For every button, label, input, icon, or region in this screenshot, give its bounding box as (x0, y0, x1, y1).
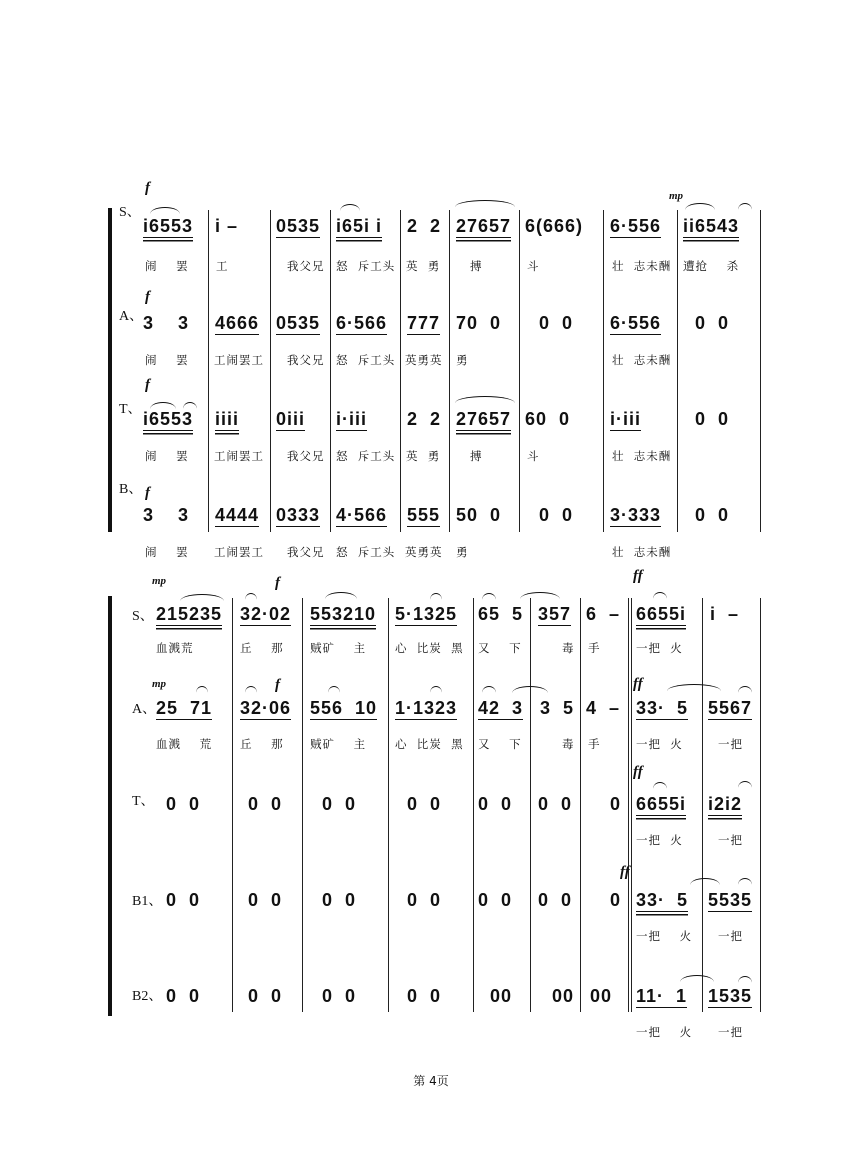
lyric: 怒 斥工头 (336, 545, 396, 559)
measure-notes: 215235 (156, 604, 223, 624)
barline (388, 598, 389, 1012)
slur (245, 686, 257, 693)
lyric: 一把 (718, 833, 743, 847)
lyric: 斗 (527, 449, 540, 463)
measure-notes: 3 3 (143, 313, 190, 333)
lyric: 丘 那 (240, 737, 284, 751)
lyric: 一把 火 (636, 641, 683, 655)
lyric: 毒 (562, 737, 575, 751)
slur (667, 684, 721, 691)
measure-notes: 3·333 (610, 505, 662, 525)
measure-notes: i65i i (336, 216, 383, 236)
measure-notes: 0 0 (538, 794, 573, 814)
voice-label: T、 (132, 794, 155, 809)
measure-notes: 42 3 (478, 698, 524, 718)
lyric: 闹 罢 (145, 545, 189, 559)
measure-notes: 2 2 (407, 216, 442, 236)
measure-notes: 2 2 (407, 409, 442, 429)
lyric: 英勇英 (405, 353, 443, 367)
barline (519, 210, 520, 532)
measure-notes: 0 0 (539, 505, 574, 525)
barline (702, 598, 703, 1012)
barline (400, 210, 401, 532)
dynamic-marking: ff (633, 676, 643, 692)
slur (328, 686, 340, 693)
slur (653, 592, 667, 599)
dynamic-marking: f (275, 575, 280, 591)
lyric: 丘 那 (240, 641, 284, 655)
measure-notes: 0 0 (322, 794, 357, 814)
lyric: 又 下 (478, 737, 522, 751)
lyric: 工闹罢工 (214, 353, 264, 367)
measure-notes: 0 (610, 890, 622, 910)
lyric: 贼矿 主 (310, 737, 367, 751)
slur (340, 204, 360, 211)
slur (150, 207, 180, 214)
page-number: 第 4页 (413, 1074, 449, 1088)
measure-notes: 4 – (586, 698, 621, 718)
measure-notes: 11· 1 (636, 986, 688, 1006)
lyric: 闹 罢 (145, 353, 189, 367)
measure-notes: i6553 (143, 409, 194, 429)
barline (270, 210, 271, 532)
barline (760, 598, 761, 1012)
measure-notes: 357 (538, 604, 572, 624)
barline (603, 210, 604, 532)
barline (330, 210, 331, 532)
lyric: 一把 火 (636, 929, 693, 943)
measure-notes: 1·1323 (395, 698, 458, 718)
barline (530, 598, 531, 1012)
slur (325, 592, 357, 599)
voice-label: A、 (119, 309, 144, 324)
lyric: 怒 斥工头 (336, 259, 396, 273)
slur (653, 782, 667, 789)
lyric: 又 下 (478, 641, 522, 655)
barline (232, 598, 233, 1012)
measure-notes: 0535 (276, 313, 321, 333)
slur (738, 686, 752, 693)
measure-notes: i2i2 (708, 794, 743, 814)
voice-label: T、 (119, 402, 142, 417)
barline (631, 598, 632, 1012)
measure-notes: 32·06 (240, 698, 292, 718)
measure-notes: 27657 (456, 409, 512, 429)
measure-notes: i – (215, 216, 239, 236)
measure-notes: 0535 (276, 216, 321, 236)
dynamic-marking: ff (633, 764, 643, 780)
lyric: 英 勇 (406, 259, 441, 273)
lyric: 工闹罢工 (214, 545, 264, 559)
lyric: 闹 罢 (145, 449, 189, 463)
dynamic-marking: f (145, 180, 150, 196)
measure-notes: 0 0 (322, 890, 357, 910)
slur (245, 593, 257, 600)
dynamic-marking: mp (152, 678, 167, 690)
lyric: 一把 (718, 737, 743, 751)
dynamic-marking: f (145, 485, 150, 501)
barline (628, 598, 629, 1012)
system-bracket (108, 596, 112, 1016)
system-bracket (108, 208, 112, 532)
dynamic-marking: mp (152, 575, 167, 587)
lyric: 心 比炭 黑 (395, 641, 464, 655)
slur (690, 878, 720, 885)
measure-notes: 0iii (276, 409, 306, 429)
measure-notes: i·iii (336, 409, 367, 429)
voice-label: B2、 (132, 989, 163, 1004)
measure-notes: 4444 (215, 505, 260, 525)
lyric: 壮 志未酬 (612, 545, 672, 559)
measure-notes: 0333 (276, 505, 321, 525)
lyric: 壮 志未酬 (612, 353, 672, 367)
measure-notes: 27657 (456, 216, 512, 236)
slur (738, 976, 752, 983)
slur (150, 402, 176, 409)
measure-notes: 32·02 (240, 604, 292, 624)
measure-notes: 3 3 (143, 505, 190, 525)
barline (580, 598, 581, 1012)
barline (760, 210, 761, 532)
lyric: 斗 (527, 259, 540, 273)
measure-notes: 5567 (708, 698, 753, 718)
slur (482, 593, 496, 600)
measure-notes: 0 0 (478, 890, 513, 910)
lyric: 一把 (718, 1025, 743, 1039)
measure-notes: 00 (490, 986, 513, 1006)
lyric: 一把 火 (636, 1025, 693, 1039)
slur (685, 203, 715, 210)
measure-notes: 0 0 (166, 794, 201, 814)
lyric: 工 (216, 259, 229, 273)
lyric: 贼矿 主 (310, 641, 367, 655)
lyric: 英 勇 (406, 449, 441, 463)
lyric: 搏 (470, 259, 483, 273)
lyric: 勇 (456, 545, 469, 559)
measure-notes: 00 (590, 986, 613, 1006)
lyric: 勇 (456, 353, 469, 367)
slur (520, 592, 560, 599)
slur (738, 878, 752, 885)
measure-notes: 0 0 (407, 794, 442, 814)
measure-notes: 33· 5 (636, 698, 689, 718)
slur (430, 593, 442, 600)
measure-notes: 0 0 (695, 313, 730, 333)
lyric: 血溅 荒 (156, 737, 213, 751)
measure-notes: 0 0 (538, 890, 573, 910)
barline (449, 210, 450, 532)
slur (180, 594, 224, 601)
lyric: 血溅荒 (156, 641, 194, 655)
lyric: 遭抢 杀 (683, 259, 740, 273)
voice-label: B1、 (132, 894, 163, 909)
measure-notes: i – (710, 604, 740, 624)
slur (738, 203, 752, 210)
measure-notes: 0 0 (478, 794, 513, 814)
measure-notes: 555 (407, 505, 441, 525)
measure-notes: 6655i (636, 794, 687, 814)
lyric: 一把 (718, 929, 743, 943)
measure-notes: 3 5 (540, 698, 575, 718)
lyric: 毒 (562, 641, 575, 655)
slur (455, 396, 515, 403)
lyric: 英勇英 (405, 545, 443, 559)
measure-notes: 553210 (310, 604, 377, 624)
barline (473, 598, 474, 1012)
measure-notes: 6(666) (525, 216, 584, 236)
measure-notes: ii6543 (683, 216, 740, 236)
slur (430, 686, 442, 693)
dynamic-marking: ff (633, 568, 643, 584)
slur (512, 686, 548, 693)
lyric: 壮 志未酬 (612, 259, 672, 273)
measure-notes: 5535 (708, 890, 753, 910)
lyric: 搏 (470, 449, 483, 463)
measure-notes: iiii (215, 409, 240, 429)
measure-notes: 0 0 (695, 505, 730, 525)
slur (196, 686, 208, 693)
lyric: 闹 罢 (145, 259, 189, 273)
dynamic-marking: f (145, 289, 150, 305)
measure-notes: 0 0 (322, 986, 357, 1006)
measure-notes: 6·566 (336, 313, 388, 333)
voice-label: S、 (119, 205, 141, 220)
lyric: 一把 火 (636, 833, 683, 847)
measure-notes: 60 0 (525, 409, 571, 429)
dynamic-marking: f (275, 677, 280, 693)
measure-notes: 70 0 (456, 313, 502, 333)
lyric: 壮 志未酬 (612, 449, 672, 463)
measure-notes: 33· 5 (636, 890, 689, 910)
measure-notes: 00 (552, 986, 575, 1006)
measure-notes: 4666 (215, 313, 260, 333)
slur (482, 686, 496, 693)
measure-notes: 6·556 (610, 216, 662, 236)
measure-notes: 0 0 (248, 986, 283, 1006)
lyric: 怒 斥工头 (336, 353, 396, 367)
lyric: 我父兄 (287, 353, 325, 367)
barline (302, 598, 303, 1012)
lyric: 心 比炭 黑 (395, 737, 464, 751)
slur (183, 402, 197, 409)
lyric: 怒 斥工头 (336, 449, 396, 463)
voice-label: B、 (119, 482, 143, 497)
measure-notes: 6 – (586, 604, 621, 624)
measure-notes: 4·566 (336, 505, 388, 525)
measure-notes: 556 10 (310, 698, 378, 718)
slur (738, 781, 752, 788)
measure-notes: 6655i (636, 604, 687, 624)
lyric: 我父兄 (287, 449, 325, 463)
barline (677, 210, 678, 532)
dynamic-marking: mp (669, 190, 684, 202)
measure-notes: i·iii (610, 409, 641, 429)
lyric: 我父兄 (287, 259, 325, 273)
slur (680, 975, 714, 982)
dynamic-marking: f (145, 377, 150, 393)
measure-notes: 65 5 (478, 604, 524, 624)
measure-notes: 777 (407, 313, 441, 333)
barline (208, 210, 209, 532)
measure-notes: 1535 (708, 986, 753, 1006)
slur (455, 200, 515, 207)
lyric: 一把 火 (636, 737, 683, 751)
measure-notes: i6553 (143, 216, 194, 236)
measure-notes: 6·556 (610, 313, 662, 333)
lyric: 我父兄 (287, 545, 325, 559)
measure-notes: 0 0 (407, 986, 442, 1006)
measure-notes: 50 0 (456, 505, 502, 525)
lyric: 手 (588, 737, 601, 751)
lyric: 工闹罢工 (214, 449, 264, 463)
measure-notes: 0 0 (166, 986, 201, 1006)
voice-label: A、 (132, 702, 157, 717)
dynamic-marking: ff (620, 864, 630, 880)
measure-notes: 0 0 (695, 409, 730, 429)
measure-notes: 25 71 (156, 698, 213, 718)
lyric: 手 (588, 641, 601, 655)
measure-notes: 0 0 (248, 890, 283, 910)
voice-label: S、 (132, 609, 154, 624)
measure-notes: 0 0 (539, 313, 574, 333)
measure-notes: 0 (610, 794, 622, 814)
measure-notes: 0 0 (166, 890, 201, 910)
measure-notes: 0 0 (407, 890, 442, 910)
measure-notes: 5·1325 (395, 604, 458, 624)
measure-notes: 0 0 (248, 794, 283, 814)
